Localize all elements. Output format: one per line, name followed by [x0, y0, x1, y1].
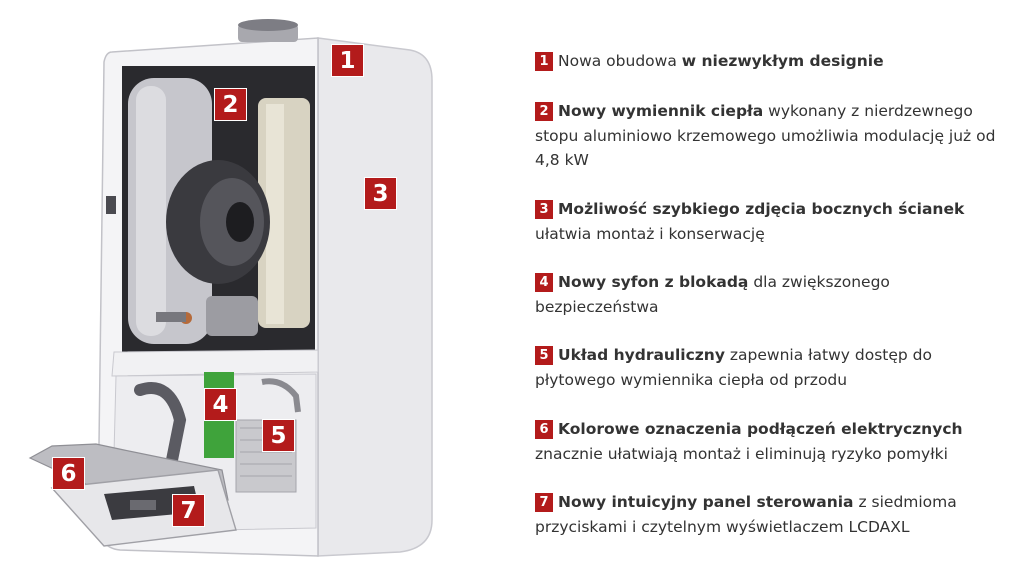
- feature-title: Kolorowe oznaczenia podłączeń elektrycznych: [558, 420, 963, 438]
- feature-title: Możliwość szybkiego zdjęcia bocznych ścianek: [558, 200, 965, 218]
- feature-title: Układ hydrauliczny: [558, 346, 725, 364]
- callout-2: 2: [214, 88, 247, 121]
- feature-text: ułatwia montaż i konserwację: [535, 224, 765, 243]
- boiler-casing-side: [318, 38, 432, 556]
- feature-item-4: [535, 270, 1005, 319]
- feature-number: 5: [535, 346, 553, 365]
- callout-5: 5: [262, 419, 295, 452]
- boiler-illustration: [0, 0, 500, 586]
- feature-title: Nowy intuicyjny panel sterowania: [558, 493, 854, 511]
- feature-item-6: [535, 417, 1005, 466]
- feature-text: wykonany z nierdzewnego stopu aluminiowo krzemowego umożliwia modulację już od 4,8 kW: [535, 102, 996, 169]
- feature-number: 7: [535, 493, 553, 512]
- callout-7: 7: [172, 494, 205, 527]
- feature-title: Nowy wymiennik ciepła: [558, 102, 764, 120]
- feature-text: Nowa obudowa: [558, 52, 682, 70]
- callout-1: 1: [331, 44, 364, 77]
- feature-number: 1: [535, 52, 553, 71]
- feature-number: 2: [535, 102, 553, 121]
- feature-number: 4: [535, 273, 553, 292]
- callout-6: 6: [52, 457, 85, 490]
- feature-text: z siedmioma przyciskami i czytelnym wyświetlaczem LCDAXL: [535, 493, 957, 536]
- callout-3: 3: [364, 177, 397, 210]
- feature-number: 6: [535, 420, 553, 439]
- feature-number: 3: [535, 200, 553, 219]
- feature-text: znacznie ułatwiają montaż i eliminują ryzyko pomyłki: [535, 444, 948, 463]
- feature-item-5: [535, 343, 1005, 392]
- feature-title: w niezwykłym designie: [681, 52, 884, 70]
- feature-item-2: [535, 99, 1005, 173]
- callout-4: 4: [204, 388, 237, 421]
- gas-valve: [206, 296, 258, 336]
- feature-item-7: [535, 490, 1005, 539]
- feature-title: Nowy syfon z blokadą: [558, 273, 749, 291]
- feature-item-3: [535, 197, 1005, 246]
- feature-item-1: [535, 49, 1005, 74]
- feature-text: zapewnia łatwy dostęp do płytowego wymiennika ciepła od przodu: [535, 346, 932, 389]
- feature-text: dla zwiększonego bezpieczeństwa: [535, 273, 890, 316]
